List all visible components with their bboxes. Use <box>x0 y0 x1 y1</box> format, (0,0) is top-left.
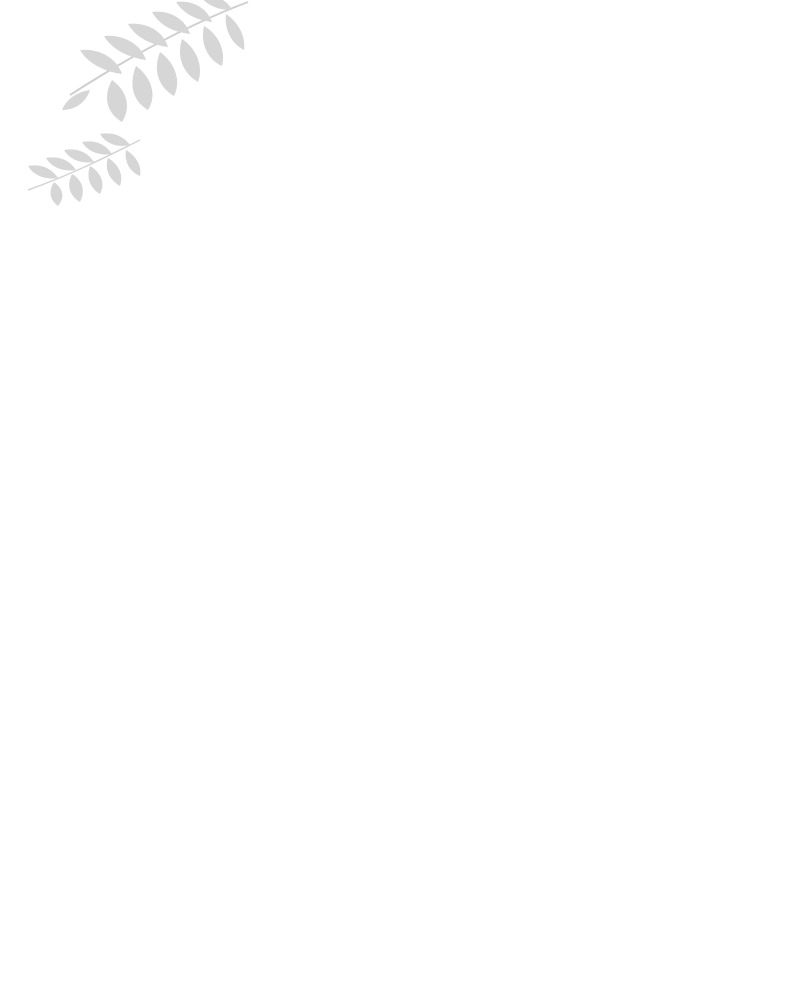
leaf-decoration <box>0 0 260 210</box>
chapter-heading <box>0 414 800 420</box>
